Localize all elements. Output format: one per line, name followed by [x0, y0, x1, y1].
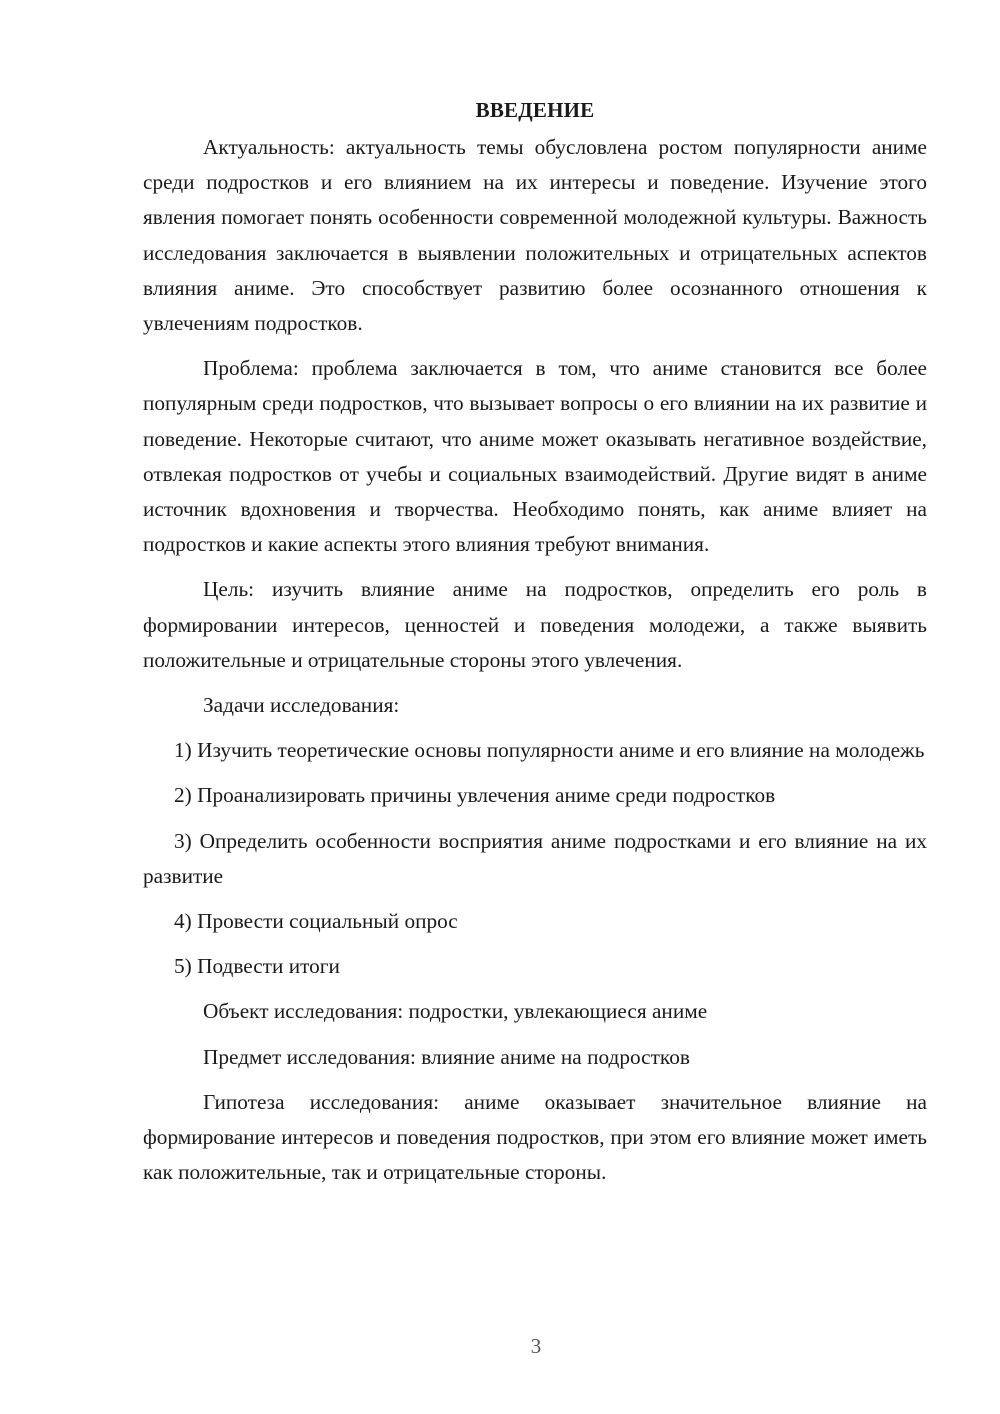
section-heading: ВВЕДЕНИЕ	[475, 98, 595, 122]
paragraph-goal: Цель: изучить влияние аниме на подростков, определить его роль в формировании интересов, ценностей и поведения молодежи, а также выявить положительные и отрицательные стороны этого увлечения.	[143, 577, 927, 672]
tasks-title: Задачи исследования:	[203, 693, 400, 718]
paragraph-problem: Проблема: проблема заключается в том, что аниме становится все более популярным среди подростков, что вызывает вопросы о его влиянии на их развитие и поведение. Некоторые считают, что аниме может оказывать негативное воздействие, отвлекая подростков от учебы и социальных взаимодействий. Другие видят в аниме источник вдохновения и творчества. Необходимо понять, как аниме влияет на подростков и какие аспекты этого влияния требуют внимания.	[143, 356, 927, 557]
task-item-4: 4) Провести социальный опрос	[174, 909, 458, 934]
task-item-3: 3) Определить особенности восприятия аниме подростками и его влияние на их развитие	[143, 828, 927, 888]
paragraph-hypothesis: Гипотеза исследования: аниме оказывает значительное влияние на формирование интересов и поведения подростков, при этом его влияние может иметь как положительные, так и отрицательные стороны.	[143, 1089, 927, 1185]
paragraph-relevance: Актуальность: актуальность темы обусловлена ростом популярности аниме среди подростков и его влиянием на их интересы и поведение. Изучение этого явления помогает понять особенности современной молодежной культуры. Важность исследования заключается в выявлении положительных и отрицательных аспектов влияния аниме. Это способствует развитию более осознанного отношения к увлечениям подростков.	[143, 135, 927, 336]
paragraph-object: Объект исследования: подростки, увлекающиеся аниме	[203, 999, 708, 1024]
task-item-2: 2) Проанализировать причины увлечения аниме среди подростков	[174, 783, 776, 808]
paragraph-subject: Предмет исследования: влияние аниме на подростков	[203, 1044, 690, 1069]
page-number: 3	[530, 1334, 542, 1358]
task-item-5: 5) Подвести итоги	[174, 954, 340, 979]
page-content	[143, 94, 927, 1190]
task-item-1: 1) Изучить теоретические основы популярности аниме и его влияние на молодежь	[174, 738, 925, 763]
